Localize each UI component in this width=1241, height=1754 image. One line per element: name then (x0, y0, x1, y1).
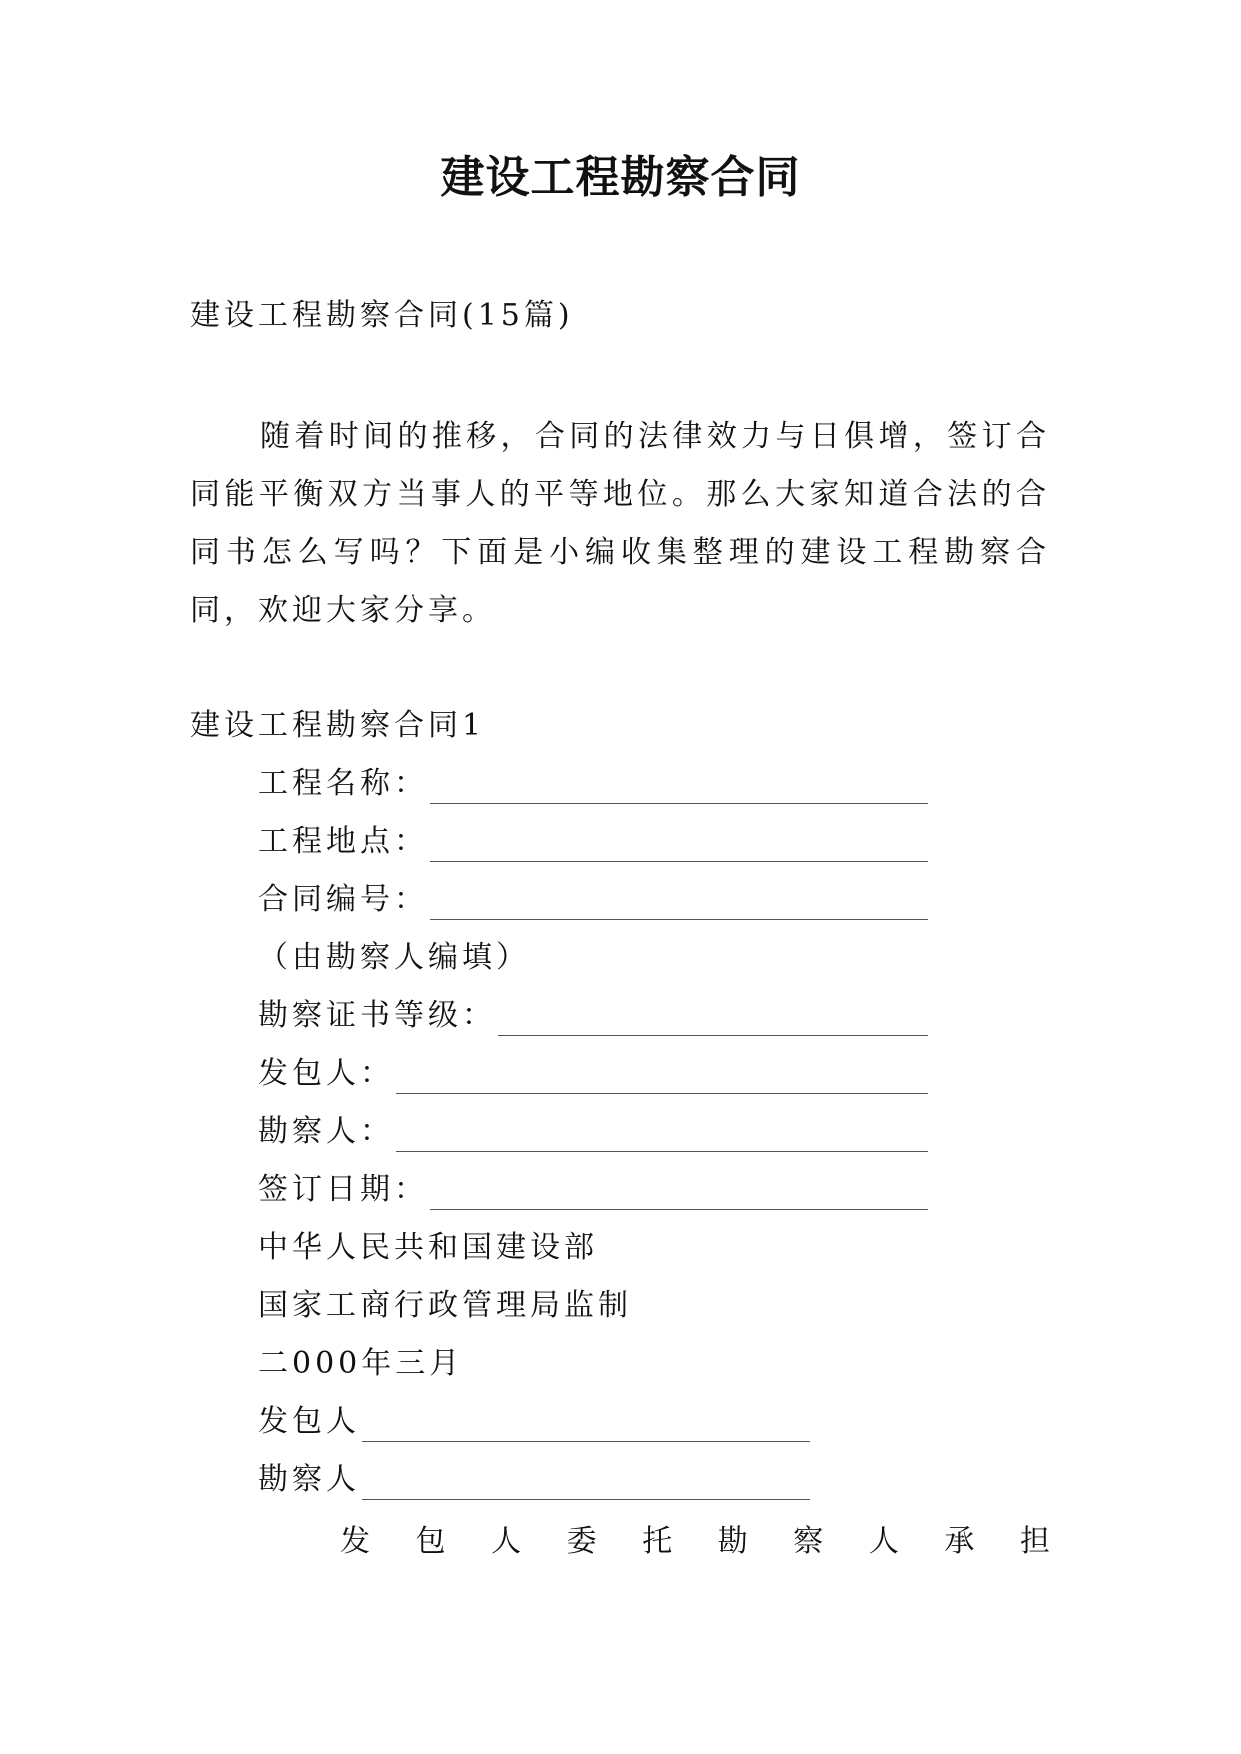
section-heading: 建设工程勘察合同1 (190, 708, 486, 743)
form-row-surveyor (258, 1112, 928, 1152)
party-surveyor-blank (362, 1477, 810, 1500)
clause-char: 托 (642, 1524, 673, 1559)
party-employer-blank (362, 1419, 810, 1442)
document-subtitle: 建设工程勘察合同(15篇) (190, 298, 574, 333)
employer-blank (396, 1071, 928, 1094)
clause-char: 包 (415, 1524, 446, 1559)
project-location-label: 工程地点： (258, 824, 428, 859)
clause-char: 人 (868, 1524, 899, 1559)
form-row-cert-level (258, 996, 928, 1036)
party-row-surveyor (258, 1460, 810, 1500)
issuer-date: 二000年三月 (258, 1346, 464, 1381)
surveyor-label: 勘察人： (258, 1114, 394, 1149)
project-location-blank (430, 839, 928, 862)
form-row-employer (258, 1054, 928, 1094)
clause-char: 发 (340, 1524, 370, 1559)
issuer-supervisor: 国家工商行政管理局监制 (258, 1288, 632, 1323)
clause-char: 勘 (717, 1524, 748, 1559)
project-name-blank (430, 781, 928, 804)
contract-number-blank (430, 897, 928, 920)
form-row-sign-date (258, 1170, 928, 1210)
document-title: 建设工程勘察合同 (440, 152, 801, 203)
cert-level-label: 勘察证书等级： (258, 998, 496, 1033)
clause-char: 承 (944, 1524, 975, 1559)
party-surveyor-label: 勘察人 (258, 1462, 360, 1497)
cert-level-blank (498, 1013, 928, 1036)
sign-date-blank (430, 1187, 928, 1210)
filled-by-note: （由勘察人编填） (258, 940, 530, 975)
clause-char: 察 (793, 1524, 824, 1559)
sign-date-label: 签订日期： (258, 1172, 428, 1207)
clause-char: 人 (491, 1524, 522, 1559)
form-row-project-location (258, 822, 928, 862)
party-row-employer (258, 1402, 810, 1442)
form-row-contract-number (258, 880, 928, 920)
contract-number-label: 合同编号： (258, 882, 428, 917)
party-employer-label: 发包人 (258, 1404, 360, 1439)
issuer-ministry: 中华人民共和国建设部 (258, 1230, 598, 1265)
clause-char: 担 (1019, 1524, 1050, 1559)
employer-label: 发包人： (258, 1056, 394, 1091)
form-row-project-name (258, 764, 928, 804)
clause-line (340, 1522, 1050, 1562)
clause-char: 委 (566, 1524, 597, 1559)
project-name-label: 工程名称： (258, 766, 428, 801)
surveyor-blank (396, 1129, 928, 1152)
intro-paragraph: 随着时间的推移，合同的法律效力与日俱增，签订合同能平衡双方当事人的平等地位。那么大家知道合法的合同书怎么写吗？下面是小编收集整理的建设工程勘察合同，欢迎大家分享。 (190, 419, 1050, 628)
